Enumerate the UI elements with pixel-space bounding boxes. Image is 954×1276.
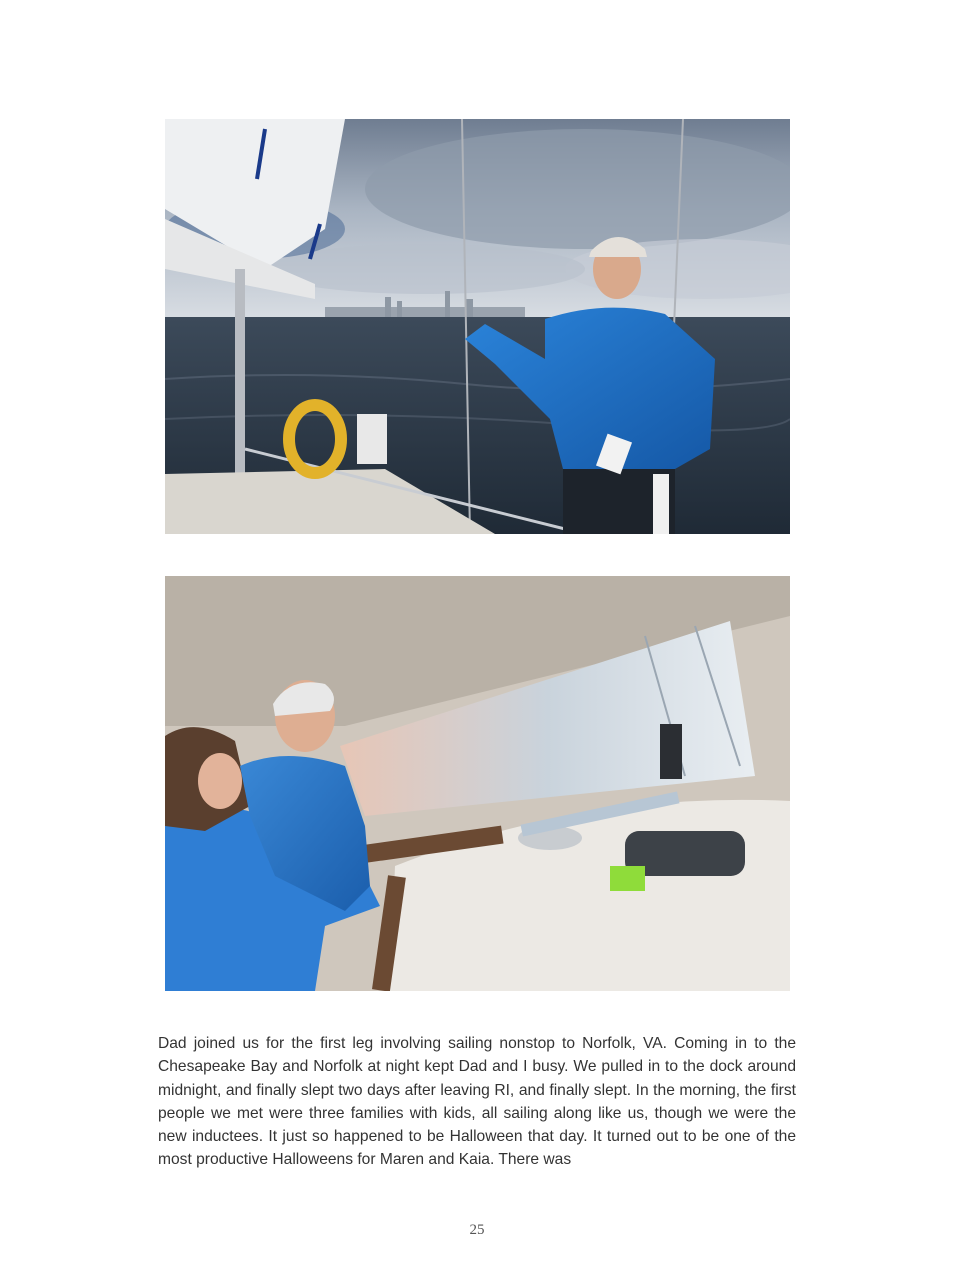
- photo-man-on-deck: [165, 119, 790, 534]
- photo-man-on-deck-illustration: [165, 119, 790, 534]
- body-paragraph: Dad joined us for the first leg involving sailing nonstop to Norfolk, VA. Coming in to the Chesapeake Bay and Norfolk at night kept Dad and I busy. We pulled in to the dock around midnight, and finally slept two days after leaving RI, and finally slept. In the morning, the first people we met were three families with kids, all sailing along like us, though we were the new inductees. It just so happened to be Halloween that day. It turned out to be one of the most productive Halloweens for Maren and Kaia. There was: [158, 1035, 796, 1169]
- photo-cockpit-illustration: [165, 576, 790, 991]
- photo-cockpit: [165, 576, 790, 991]
- page-number: 25: [469, 1222, 485, 1238]
